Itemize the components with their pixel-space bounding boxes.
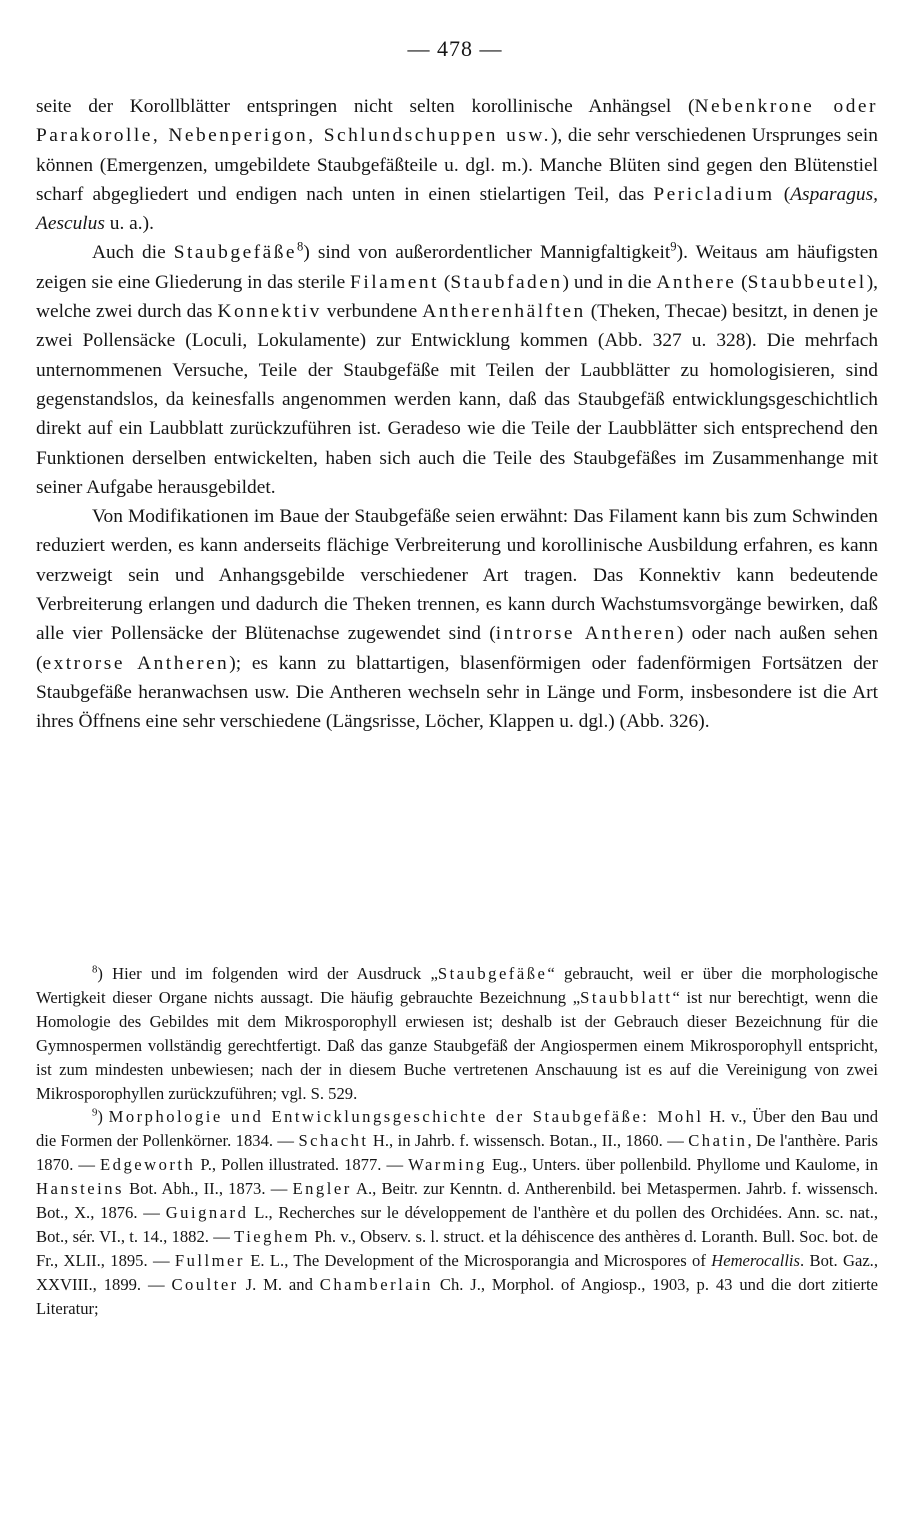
term-staubfaden: Staubfaden (450, 271, 563, 293)
author-coulter: Coulter (171, 1274, 239, 1294)
footnote-8 (36, 962, 878, 1105)
text-run: J. M. and (238, 1274, 320, 1294)
term-staubgefaesse-fn: Staubgefäße (437, 964, 548, 983)
text-run: Von Modifikationen im Baue der Staubgefäße seien erwähnt: Das Filament kann bis zum Schwinden reduziert werden, es kann anderseits flächige Verbreiterung und korollinische Ausbildung erfahren, es kann verzweigt sein und Anhangsgebilde verschiedener Art tragen. Das Konnektiv kann bedeutende Verbreiterung erlangen und dadurch die Theken trennen, es kann durch Wachstumsvorgänge bewirken, daß alle vier Pollensäcke der Blütenachse zugewendet sind ( (36, 506, 878, 645)
author-fullmer: Fullmer (174, 1250, 245, 1270)
text-run: Ch. J., Morphol. of Angiosp., 1903, p. 43 und die dort zitierte Literatur; (36, 1274, 878, 1318)
text-run: , De l'anthère. Paris 1870. — (36, 1131, 878, 1175)
text-run: u. a.). (104, 213, 154, 235)
text-run: P., Pollen illustrated. 1877. — (195, 1155, 409, 1175)
page-number: — 478 — (407, 36, 503, 61)
taxa-asparagus-aesculus: Asparagus, Aesculus (36, 183, 878, 235)
author-engler: Engler (292, 1179, 352, 1199)
text-run: A., Beitr. zur Kenntn. d. Antherenbild. bei Metaspermen. Jahrb. f. wissensch. Bot., X., 1876. — (36, 1179, 878, 1223)
author-edgeworth: Edgeworth (100, 1155, 196, 1175)
text-run: ), welche zwei durch das (36, 271, 878, 323)
footnote-title: Morphologie und Entwicklungsgeschichte der Staubgefäße: Mohl (108, 1107, 704, 1127)
text-run: ); es kann zu blattartigen, blasenförmigen oder fadenförmigen Fortsätzen der Staubgefäße heranwachsen usw. Die Antheren wechseln sehr in Länge und Form, insbesondere ist die Art ihres Öffnens eine sehr verschiedene (Längsrisse, Löcher, Klappen u. dgl.) (Abb. 326). (36, 652, 878, 733)
author-hanstein: Hansteins (36, 1179, 124, 1199)
footnote-9 (36, 1105, 878, 1320)
author-schacht: Schacht (298, 1131, 369, 1151)
text-run: ) zur Entwicklung kommen (Abb. 327 u. 328). Die mehrfach unternommenen Versuche, Teile der Staubgefäße mit Teilen der Laubblätter zu homologisieren, sind gegenstandslos, da keinesfalls angenommen werden kann, daß das Staubgefäß entwicklungsgeschichtlich direkt auf ein Laubblatt zurückzuführen ist. Geradeso wie die Teile der Laubblätter sich entsprechend den Funktionen derselben entwickelten, haben sich auch die Teile des Staubgefäßes im Zusammenhange mit seiner Aufgabe herausgebildet. (36, 330, 879, 498)
taxon-hemerocallis: Hemerocallis (711, 1250, 801, 1270)
text-run: L., Recherches sur le développement de l'anthère et du pollen des Orchidées. Ann. sc. nat., Bot., sér. VI., t. 14., 1882. — (36, 1203, 878, 1246)
author-chatin: Chatin (688, 1131, 748, 1151)
text-run: ) sind von außerordentlicher Mannigfaltigkeit (303, 242, 671, 264)
term-staubbeutel: Staubbeutel (747, 271, 867, 293)
term-filament: Filament (350, 271, 439, 293)
term-staubgefaesse: Staubgefäße (173, 242, 298, 264)
term-anthere: Anthere (656, 271, 737, 293)
term-pericladium: Pericladium (653, 183, 775, 205)
text-run: H. v., Über den Bau und die Formen der Pollenkörner. 1834. — (36, 1107, 878, 1151)
text-run: ) (97, 1107, 109, 1127)
text-run: ( (438, 271, 451, 293)
text-run: ( (774, 183, 791, 205)
author-guignard: Guignard (165, 1203, 249, 1223)
text-run: E. L., The Development of the Microsporangia and Microspores of (244, 1250, 712, 1270)
term-introrse: introrse Antheren (495, 623, 677, 645)
text-run: ) und in die (562, 271, 657, 293)
paragraph-1 (36, 92, 878, 238)
main-text (36, 92, 878, 737)
footnotes (36, 962, 878, 1321)
text-run: verbundene (321, 301, 423, 323)
term-staubblatt: Staubblatt (580, 987, 673, 1007)
text-run: ) Hier und im folgenden wird der Ausdruck „ (97, 964, 438, 983)
footnote-ref-8: 8 (297, 240, 304, 255)
author-tieghem: Tieghem (234, 1226, 311, 1246)
footnote-marker-8: 8 (92, 963, 98, 976)
text-run: seite der Korollblätter entspringen nicht selten korollinische Anhängsel ( (36, 96, 695, 117)
term-thecae: Thecae (664, 301, 721, 323)
term-konnektiv: Konnektiv (217, 301, 322, 323)
author-chamberlain: Chamberlain (319, 1274, 433, 1294)
text-run: Auch die (92, 242, 174, 264)
paragraph-3 (36, 502, 878, 736)
text-run: H., in Jahrb. f. wissensch. Botan., II., 1860. — (368, 1131, 689, 1151)
text-run: . Bot. Gaz., XXVIII., 1899. — (36, 1250, 878, 1294)
text-run: “ ist nur berechtigt, wenn die Homologie des Gebildes mit dem Mikrosporophyll erwiesen ist; deshalb ist der Gebrauch dieser Bezeichnung für die Gymnospermen vollständig gerechtfertigt. Daß das ganze Staubgefäß der Angiospermen einem Mikrosporophyll entspricht, ist zum mindesten unbewiesen; nach der in diesem Buche vertretenen Anschauung ist es auf die Vereinigung von zwei Mikrosporophyllen zurückzuführen; vgl. S. 529. (36, 987, 878, 1103)
text-run: Eug., Unters. über pollenbild. Phyllome und Kaulome, in (486, 1155, 878, 1175)
footnote-marker-9: 9 (92, 1106, 98, 1119)
term-loculi: Loculi, Lokulamente (191, 330, 360, 352)
text-run: ) besitzt, in denen je zwei Pollensäcke ( (36, 301, 879, 352)
author-warming: Warming (408, 1155, 487, 1175)
text-run: Bot. Abh., II., 1873. — (123, 1179, 293, 1199)
text-run: ( (736, 271, 748, 293)
text-run: “ gebraucht, weil er über die morphologische Wertigkeit dieser Organe nichts aussagt. Die häufig gebrauchte Bezeichnung „ (36, 964, 879, 1007)
text-run: ) oder nach außen sehen ( (36, 623, 878, 674)
footnote-ref-9: 9 (670, 240, 677, 255)
text-run: ), die sehr verschiedenen Ursprunges sein können (Emergenzen, umgebildete Staubgefäßteile u. dgl. m.). Manche Blüten sind gegen den Blütenstiel scharf abgegliedert und endigen nach unten in einen stielartigen Teil, das (36, 125, 878, 205)
paragraph-2 (36, 238, 878, 502)
term-antherenhaelften: Antherenhälften (422, 301, 586, 323)
text-run: (Theken, (585, 301, 665, 323)
text-run: Ph. v., Observ. s. l. struct. et la déhiscence des anthères d. Loranth. Bull. Soc. bot. de Fr., XLII., 1895. — (36, 1226, 878, 1270)
term-nebenkrone: Nebenkrone oder Parakorolle, Nebenperigon, Schlundschuppen usw. (36, 96, 878, 147)
term-extrorse: extrorse Antheren (42, 652, 230, 674)
text-run: ). Weitaus am häufigsten zeigen sie eine Gliederung in das sterile (36, 242, 879, 293)
